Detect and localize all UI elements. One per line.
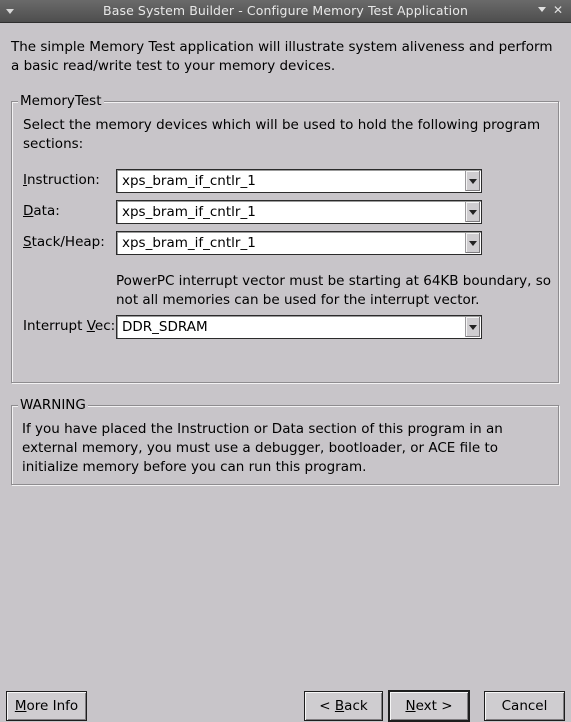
warning-group-label: WARNING (20, 397, 86, 413)
more-info-button[interactable]: More Info (6, 691, 87, 721)
interrupt-vec-combobox[interactable] (116, 315, 482, 339)
memory-test-description: Select the memory devices which will be used to hold the following program sections: (23, 117, 541, 152)
cancel-button[interactable]: Cancel (484, 691, 565, 721)
stack-heap-value: xps_bram_if_cntlr_1 (122, 235, 256, 251)
close-icon[interactable]: ✕ (552, 3, 564, 17)
interrupt-vec-label: Interrupt Vec: (23, 318, 116, 334)
stack-heap-label: Stack/Heap: (23, 234, 105, 250)
chevron-down-icon[interactable] (465, 171, 480, 191)
chevron-down-icon[interactable] (465, 317, 480, 337)
data-combobox[interactable] (116, 200, 482, 224)
instruction-label: Instruction: (23, 172, 100, 188)
next-button[interactable]: Next > (389, 691, 469, 721)
stack-heap-combobox[interactable] (116, 231, 482, 255)
minimize-icon[interactable] (536, 4, 548, 16)
data-label: Data: (23, 203, 60, 219)
instruction-value: xps_bram_if_cntlr_1 (122, 173, 256, 189)
data-value: xps_bram_if_cntlr_1 (122, 204, 256, 220)
memory-test-group (11, 93, 559, 383)
chevron-down-icon[interactable] (465, 233, 480, 253)
interrupt-vector-note: PowerPC interrupt vector must be starting at 64KB boundary, so not all memories can be used for the interrupt vector. (116, 273, 552, 308)
instruction-combobox[interactable] (116, 169, 482, 193)
intro-text: The simple Memory Test application will illustrate system aliveness and perform a basic read/write test to your memory devices. (11, 39, 553, 74)
interrupt-vec-value: DDR_SDRAM (122, 319, 208, 335)
back-button[interactable]: < Back (304, 691, 383, 721)
memory-test-group-label: MemoryTest (20, 93, 102, 109)
warning-text: If you have placed the Instruction or Data section of this program in an external memory, you must use a debugger, bootloader, or ACE file to initialize memory before you can run this program. (22, 421, 503, 475)
title-bar[interactable] (0, 0, 571, 23)
chevron-down-icon[interactable] (465, 202, 480, 222)
warning-group (11, 397, 559, 485)
window-title: Base System Builder - Configure Memory Test Application (103, 3, 468, 18)
